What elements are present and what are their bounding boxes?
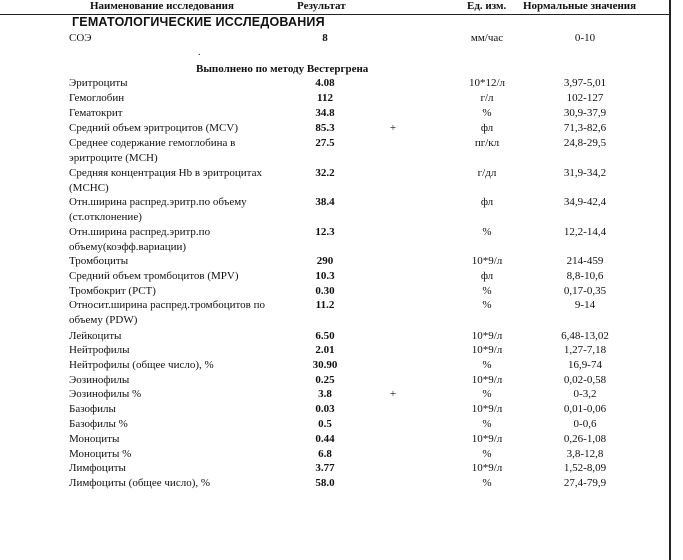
row-norm: 30,9-37,9 bbox=[563, 107, 607, 119]
row-value: 85.3 bbox=[315, 122, 335, 134]
row-unit: % bbox=[482, 299, 492, 311]
row-name: Средний объем эритроцитов (MCV) bbox=[69, 122, 239, 134]
header-units: Ед. изм. bbox=[467, 0, 507, 12]
row-unit: пг/кл bbox=[474, 137, 500, 149]
row-value: 6.50 bbox=[315, 330, 335, 342]
row-unit: % bbox=[482, 388, 492, 400]
row-value: 3.8 bbox=[318, 388, 332, 400]
row-unit: % bbox=[482, 226, 492, 238]
row-name: СОЭ bbox=[69, 32, 92, 44]
row-unit: 10*12/л bbox=[468, 77, 506, 89]
row-norm: 3,97-5,01 bbox=[563, 77, 607, 89]
row-unit: % bbox=[482, 285, 492, 297]
row-value: 0.5 bbox=[318, 418, 332, 430]
row-name: Моноциты % bbox=[69, 448, 132, 460]
row-name: Средняя концентрация Hb в эритроцитах (МСНС) bbox=[69, 167, 262, 194]
row-name: Отн.ширина распред.эритр.по объему(коэфф.вариации) bbox=[69, 226, 211, 253]
row-value: 290 bbox=[316, 255, 334, 267]
row-name: Лимфоциты bbox=[69, 462, 126, 474]
row-unit: фл bbox=[480, 122, 494, 134]
row-name: Базофилы % bbox=[69, 418, 128, 430]
row-name: Лимфоциты (общее число), % bbox=[69, 477, 211, 489]
row-norm: 34,9-42,4 bbox=[563, 196, 607, 208]
row-norm: 31,9-34,2 bbox=[563, 167, 607, 179]
row-norm: 27,4-79,9 bbox=[563, 477, 607, 489]
header-norm: Нормальные значения bbox=[523, 0, 637, 12]
row-unit: мм/час bbox=[470, 32, 504, 44]
row-unit: г/дл bbox=[477, 167, 497, 179]
row-name: Тромбокрит (PCT) bbox=[69, 285, 156, 297]
row-norm: 12,2-14,4 bbox=[563, 226, 607, 238]
row-norm: 24,8-29,5 bbox=[563, 137, 607, 149]
row-unit: 10*9/л bbox=[471, 255, 503, 267]
row-name: Моноциты bbox=[69, 433, 120, 445]
row-unit: 10*9/л bbox=[471, 374, 503, 386]
header-result: Результат bbox=[297, 0, 346, 12]
row-value: 3.77 bbox=[315, 462, 335, 474]
row-name: Эритроциты bbox=[69, 77, 128, 89]
row-unit: фл bbox=[480, 196, 494, 208]
row-value: 0.03 bbox=[315, 403, 335, 415]
row-unit: 10*9/л bbox=[471, 344, 503, 356]
row-name: Средний объем тромбоцитов (MPV) bbox=[69, 270, 239, 282]
header-name: Наименование исследования bbox=[90, 0, 234, 12]
row-name: Тромбоциты bbox=[69, 255, 129, 267]
row-value: 112 bbox=[317, 92, 333, 104]
row-norm: 71,3-82,6 bbox=[563, 122, 607, 134]
row-name: Эозинофилы % bbox=[69, 388, 142, 400]
row-norm: 16,9-74 bbox=[568, 359, 602, 371]
row-norm: 214-459 bbox=[566, 255, 604, 267]
row-unit: 10*9/л bbox=[471, 403, 503, 415]
row-name: Относит.ширина распред.тромбоцитов по объему (PDW) bbox=[69, 299, 265, 326]
method-note: Выполнено по методу Вестергрена bbox=[196, 63, 369, 75]
row-name: Эозинофилы bbox=[69, 374, 130, 386]
row-unit: % bbox=[482, 448, 492, 460]
row-norm: 3,8-12,8 bbox=[566, 448, 604, 460]
row-norm: 1,52-8,09 bbox=[563, 462, 607, 474]
row-value: 10.3 bbox=[315, 270, 335, 282]
row-unit: 10*9/л bbox=[471, 330, 503, 342]
row-flag: + bbox=[389, 122, 397, 134]
row-value: 58.0 bbox=[315, 477, 335, 489]
row-name: Нейтрофилы bbox=[69, 344, 130, 356]
row-norm: 0,17-0,35 bbox=[563, 285, 607, 297]
row-unit: фл bbox=[480, 270, 494, 282]
row-value: 0.25 bbox=[315, 374, 335, 386]
row-value: 4.08 bbox=[315, 77, 335, 89]
row-value: 11.2 bbox=[315, 299, 335, 311]
row-name: Среднее содержание гемоглобина в эритроците (МСН) bbox=[69, 137, 236, 164]
row-name: Гемоглобин bbox=[69, 92, 125, 104]
row-unit: 10*9/л bbox=[471, 462, 503, 474]
row-value: 0.44 bbox=[315, 433, 335, 445]
row-value: 8 bbox=[322, 32, 328, 44]
row-norm: 0,01-0,06 bbox=[563, 403, 607, 415]
row-norm: 1,27-7,18 bbox=[563, 344, 607, 356]
row-name: Нейтрофилы (общее число), % bbox=[69, 359, 214, 371]
row-value: 6.8 bbox=[318, 448, 332, 460]
row-value: 38.4 bbox=[315, 196, 335, 208]
row-unit: г/л bbox=[480, 92, 494, 104]
row-unit: % bbox=[482, 107, 492, 119]
row-name: Отн.ширина распред.эритр.по объему (ст.отклонение) bbox=[69, 196, 247, 223]
row-norm: 6,48-13,02 bbox=[561, 330, 609, 342]
table-header bbox=[0, 0, 669, 15]
row-value: 12.3 bbox=[315, 226, 335, 238]
row-norm: 0-10 bbox=[574, 32, 596, 44]
row-norm: 9-14 bbox=[574, 299, 596, 311]
row-value: 34.8 bbox=[315, 107, 335, 119]
row-unit: % bbox=[482, 418, 492, 430]
row-value: 32.2 bbox=[315, 167, 335, 179]
section-title: ГЕМАТОЛОГИЧЕСКИЕ ИССЛЕДОВАНИЯ bbox=[72, 15, 325, 29]
row-value: 27.5 bbox=[315, 137, 335, 149]
row-norm: 0,26-1,08 bbox=[563, 433, 607, 445]
row-norm: 102-127 bbox=[566, 92, 604, 104]
row-norm: 0-0,6 bbox=[573, 418, 597, 430]
row-unit: % bbox=[482, 359, 492, 371]
row-unit: 10*9/л bbox=[471, 433, 503, 445]
row-unit: % bbox=[482, 477, 492, 489]
row-norm: 0-3,2 bbox=[573, 388, 597, 400]
dot-mark: . bbox=[198, 47, 201, 58]
row-value: 30.90 bbox=[312, 359, 338, 371]
row-name: Гематокрит bbox=[69, 107, 123, 119]
row-flag: + bbox=[389, 388, 397, 400]
row-value: 2.01 bbox=[315, 344, 335, 356]
row-name: Базофилы bbox=[69, 403, 116, 415]
row-norm: 0,02-0,58 bbox=[563, 374, 607, 386]
row-value: 0.30 bbox=[315, 285, 335, 297]
row-norm: 8,8-10,6 bbox=[566, 270, 604, 282]
row-name: Лейкоциты bbox=[69, 330, 122, 342]
